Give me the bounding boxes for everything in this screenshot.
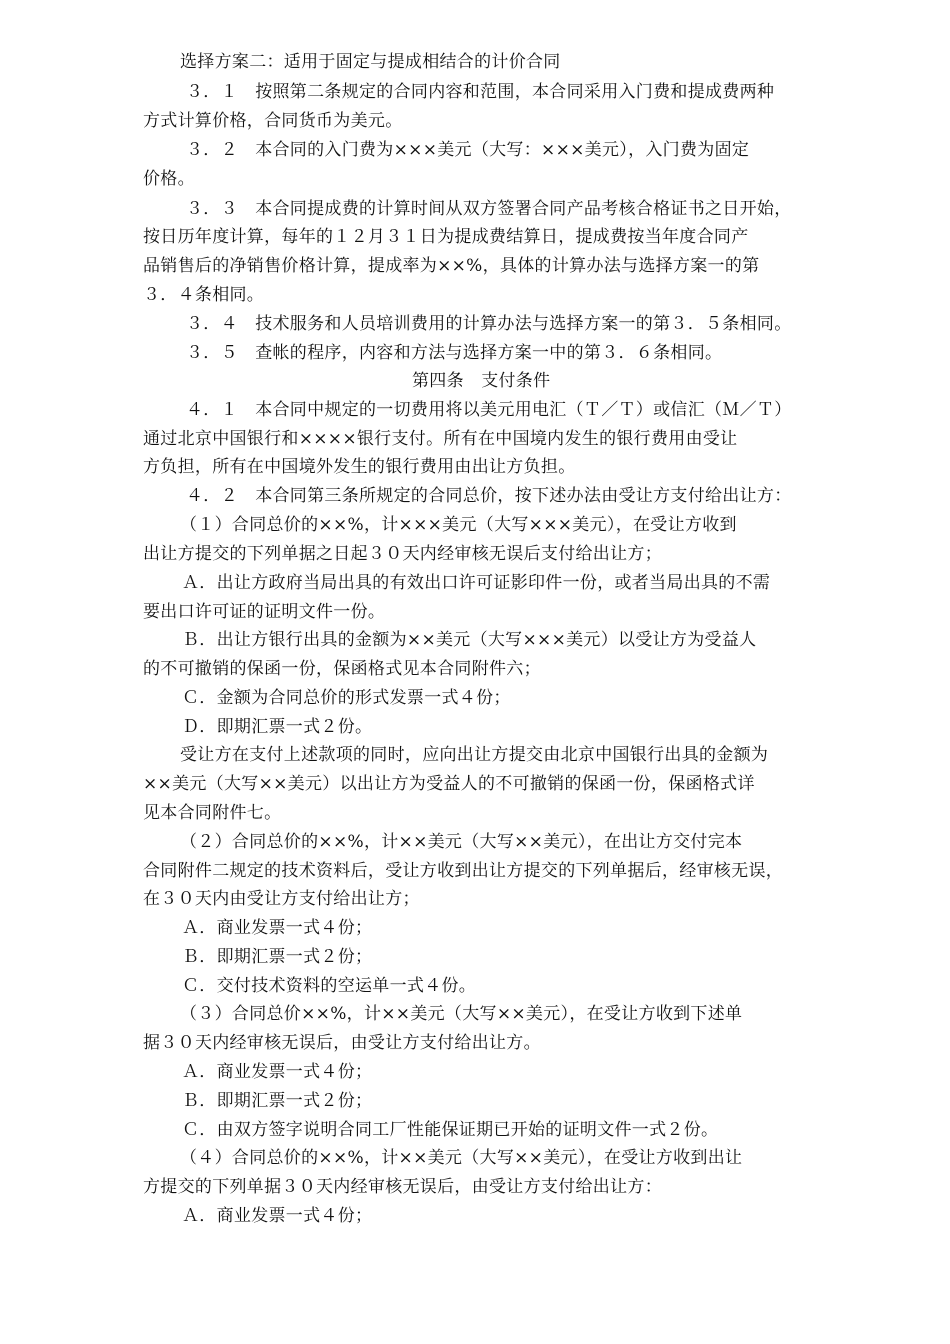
item-2-c: Ｃ．交付技术资料的空运单一式４份。 — [182, 976, 477, 996]
item-1-b: Ｂ．出让方银行出具的金额为××美元（大写×××美元）以受让方为受益人 — [182, 630, 757, 650]
clause-3-3-cont-1: 按日历年度计算，每年的１２月３１日为提成费结算日，提成费按当年度合同产 — [143, 227, 749, 247]
clause-3-2: ３．２ 本合同的入门费为×××美元（大写：×××美元），入门费为固定 — [186, 140, 750, 160]
item-3-b: Ｂ．即期汇票一式２份； — [182, 1091, 373, 1111]
clause-3-2-cont: 价格。 — [143, 169, 195, 189]
item-1-cont: 出让方提交的下列单据之日起３０天内经审核无误后支付给出让方； — [143, 544, 662, 564]
clause-3-3-cont-3: ３．４条相同。 — [143, 285, 265, 305]
item-1-a-cont: 要出口许可证的证明文件一份。 — [143, 602, 386, 622]
guarantee-paragraph-cont-2: 见本合同附件七。 — [143, 803, 282, 823]
item-2: （２）合同总价的××%，计××美元（大写××美元），在出让方交付完本 — [180, 832, 743, 852]
item-2-a: Ａ．商业发票一式４份； — [182, 918, 373, 938]
clause-4-1: ４．１ 本合同中规定的一切费用将以美元用电汇（Ｔ／Ｔ）或信汇（Ｍ／Ｔ） — [186, 400, 792, 420]
item-4-cont: 方提交的下列单据３０天内经审核无误后，由受让方支付给出让方： — [143, 1177, 662, 1197]
item-4-a: Ａ．商业发票一式４份； — [182, 1206, 373, 1226]
clause-3-4: ３．４ 技术服务和人员培训费用的计算办法与选择方案一的第３．５条相同。 — [186, 314, 792, 334]
item-3-cont: 据３０天内经审核无误后，由受让方支付给出让方。 — [143, 1033, 541, 1053]
clause-3-1-cont: 方式计算价格，合同货币为美元。 — [143, 111, 403, 131]
scheme-two-heading: 选择方案二：适用于固定与提成相结合的计价合同 — [180, 52, 561, 72]
clause-3-3-cont-2: 品销售后的净销售价格计算，提成率为××%，具体的计算办法与选择方案一的第 — [143, 256, 760, 276]
item-2-cont-2: 在３０天内由受让方支付给出让方； — [143, 889, 420, 909]
item-1-c: Ｃ．金额为合同总价的形式发票一式４份； — [182, 688, 511, 708]
clause-4-1-cont-1: 通过北京中国银行和××××银行支付。所有在中国境内发生的银行费用由受让 — [143, 429, 738, 449]
item-3-a: Ａ．商业发票一式４份； — [182, 1062, 373, 1082]
item-3-c: Ｃ．由双方签字说明合同工厂性能保证期已开始的证明文件一式２份。 — [182, 1120, 719, 1140]
guarantee-paragraph-cont-1: ××美元（大写××美元）以出让方为受益人的不可撤销的保函一份，保函格式详 — [143, 774, 755, 794]
guarantee-paragraph: 受让方在支付上述款项的同时，应向出让方提交由北京中国银行出具的金额为 — [180, 745, 769, 765]
clause-4-2: ４．２ 本合同第三条所规定的合同总价，按下述办法由受让方支付给出让方： — [186, 486, 792, 506]
item-2-b: Ｂ．即期汇票一式２份； — [182, 947, 373, 967]
item-1-a: Ａ．出让方政府当局出具的有效出口许可证影印件一份，或者当局出具的不需 — [182, 573, 771, 593]
clause-3-1: ３．１ 按照第二条规定的合同内容和范围，本合同采用入门费和提成费两种 — [186, 82, 775, 102]
clause-3-3: ３．３ 本合同提成费的计算时间从双方签署合同产品考核合格证书之日开始， — [186, 199, 792, 219]
article-4-heading: 第四条 支付条件 — [412, 371, 551, 391]
item-4: （４）合同总价的××%，计××美元（大写××美元），在受让方收到出让 — [180, 1148, 743, 1168]
item-2-cont-1: 合同附件二规定的技术资料后，受让方收到出让方提交的下列单据后，经审核无误， — [143, 861, 784, 881]
item-1-d: Ｄ．即期汇票一式２份。 — [182, 717, 373, 737]
clause-4-1-cont-2: 方负担，所有在中国境外发生的银行费用由出让方负担。 — [143, 457, 576, 477]
clause-3-5: ３．５ 查帐的程序，内容和方法与选择方案一中的第３．６条相同。 — [186, 343, 723, 363]
item-1-b-cont: 的不可撤销的保函一份，保函格式见本合同附件六； — [143, 659, 541, 679]
item-1: （１）合同总价的××%，计×××美元（大写×××美元），在受让方收到 — [180, 515, 737, 535]
item-3: （３）合同总价××%，计××美元（大写××美元），在受让方收到下述单 — [180, 1004, 743, 1024]
